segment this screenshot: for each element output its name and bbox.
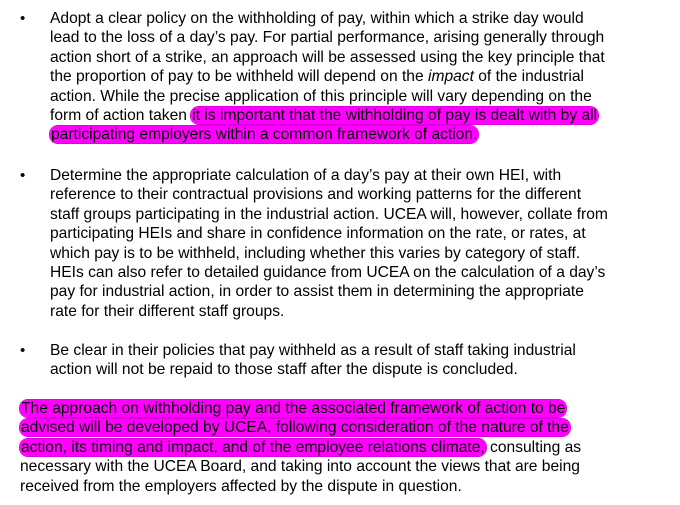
text-line — [50, 67, 672, 86]
highlighted-text: participating employers within a common framework of action. — [51, 126, 478, 144]
text-segment: consulting as — [485, 438, 582, 456]
bullet-marker: • — [20, 167, 26, 184]
text-line: Adopt a clear policy on the withholding of pay, within which a strike day would — [50, 10, 584, 27]
text-line: action. While the precise application of this principle will vary depending on the — [50, 87, 592, 105]
text-line: HEIs can also refer to detailed guidance from UCEA on the calculation of a day’s — [50, 264, 606, 282]
text-line: action will not be repaid to those staff after the dispute is concluded. — [50, 361, 518, 379]
text-line: lead to the loss of a day’s pay. For partial performance, arising generally through — [50, 29, 605, 47]
text-line: action short of a strike, an approach will be assessed using the key principle that — [50, 48, 605, 66]
highlighted-text: it is important that the withholding of pay is dealt with by all — [192, 107, 598, 125]
highlighted-text: The approach on withholding pay and the associated framework of action to be — [21, 400, 566, 417]
text-segment: the proportion of pay to be withheld will depend on the — [50, 68, 428, 86]
text-line: Determine the appropriate calculation of a day’s pay at their own HEI, with — [50, 167, 562, 184]
text-line — [20, 399, 670, 418]
bullet-text — [50, 166, 672, 321]
text-line: Be clear in their policies that pay withheld as a result of staff taking industrial — [50, 342, 576, 359]
highlighted-text: advised will be developed by UCEA, following consideration of the nature of the — [21, 419, 569, 437]
closing-paragraph — [20, 399, 670, 496]
text-line: participating HEIs and share in confidence information on the rate, or rates, at — [50, 225, 586, 243]
text-line: rate for their different staff groups. — [50, 302, 285, 320]
text-line — [20, 418, 670, 437]
text-line: reference to their contractual provisions and working patterns for the different — [50, 186, 582, 204]
highlighted-text: action, its timing and impact, and of the employee relations climate, — [21, 438, 485, 456]
bullet-text — [50, 9, 672, 145]
text-line: staff groups participating in the industrial action. UCEA will, however, collate from — [50, 205, 608, 223]
bullet-text — [50, 341, 672, 380]
text-line — [50, 125, 672, 144]
text-line — [20, 438, 670, 457]
text-segment: form of action taken — [50, 107, 192, 125]
bullet-marker: • — [20, 10, 26, 27]
text-segment: of the industrial — [473, 68, 585, 86]
text-line: necessary with the UCEA Board, and taking into account the views that are being — [20, 458, 580, 476]
text-line: received from the employers affected by the dispute in question. — [20, 477, 462, 495]
text-line — [50, 106, 672, 125]
bullet-marker: • — [20, 342, 26, 359]
emphasized-word: impact — [427, 68, 474, 86]
text-line: which pay is to be withheld, including whether this varies by category of staff. — [50, 244, 581, 262]
text-line: pay for industrial action, in order to assist them in determining the appropriate — [50, 283, 584, 301]
